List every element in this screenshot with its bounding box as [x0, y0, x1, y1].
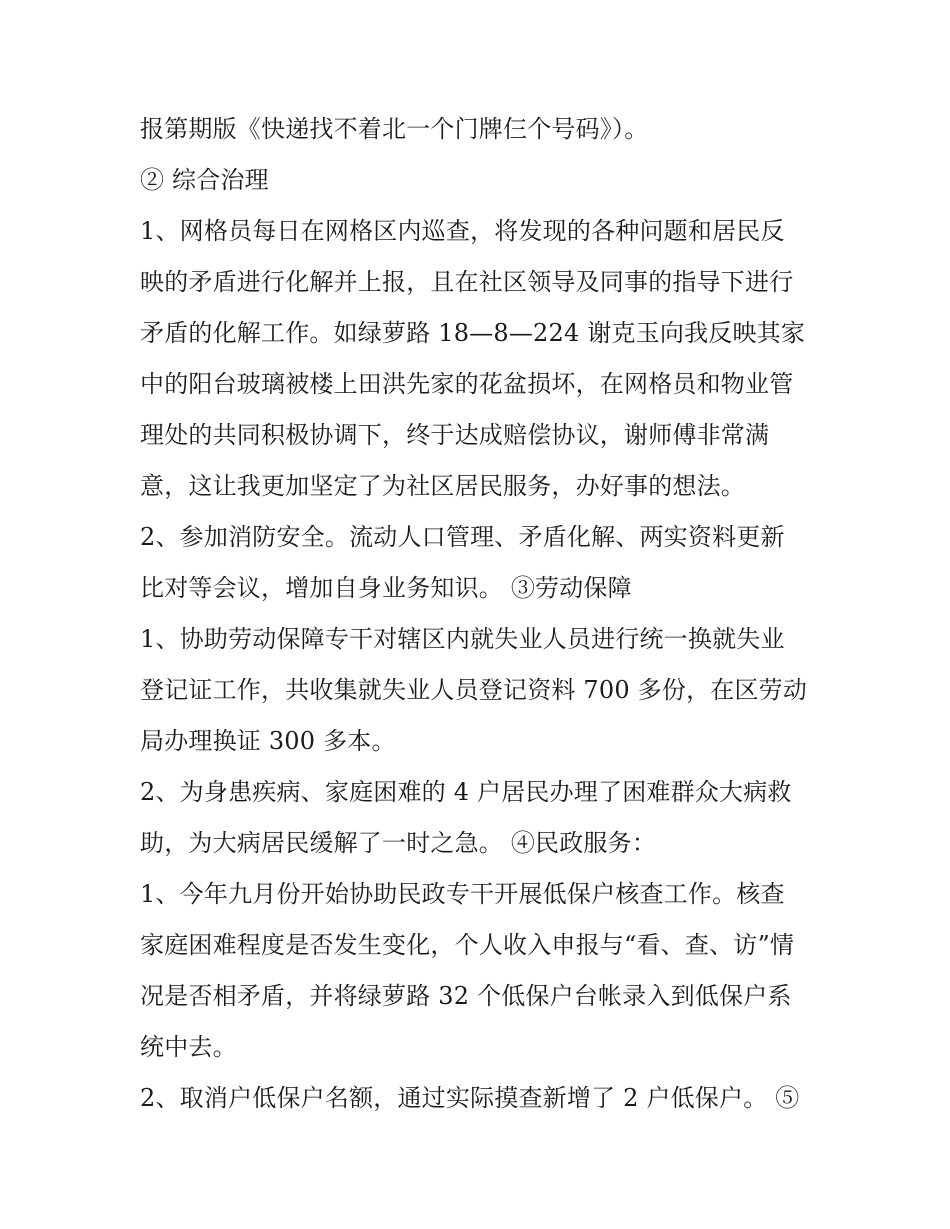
text-line-9: 2、参加消防安全。流动人口管理、矛盾化解、两实资料更新 [140, 523, 785, 551]
text-line-1: 报第期版《快递找不着北一个门牌仨个号码》）。 [140, 115, 649, 143]
text-line-11: 1、协助劳动保障专干对辖区内就失业人员进行统一换就失业 [140, 625, 785, 653]
text-line-19: 统中去。 [140, 1033, 237, 1061]
text-line-7: 理处的共同积极协调下，终于达成赔偿协议，谢师傅非常满 [140, 421, 770, 449]
text-line-20: 2、取消户低保户名额，通过实际摸查新增了 2 户低保户。 ⑤ [140, 1084, 800, 1112]
text-line-16: 1、今年九月份开始协助民政专干开展低保户核查工作。核查 [140, 880, 785, 908]
section-heading-comprehensive-governance: ② 综合治理 [140, 166, 269, 194]
text-line-12: 登记证工作，共收集就失业人员登记资料 700 多份，在区劳动 [140, 676, 808, 704]
text-line-5: 矛盾的化解工作。如绿萝路 18—8—224 谢克玉向我反映其家 [140, 319, 806, 347]
text-line-18: 况是否相矛盾，并将绿萝路 32 个低保户台帐录入到低保户系 [140, 982, 792, 1010]
text-line-4: 映的矛盾进行化解并上报，且在社区领导及同事的指导下进行 [140, 268, 794, 296]
text-line-15: 助，为大病居民缓解了一时之急。 ④民政服务： [140, 829, 657, 857]
text-line-8: 意，这让我更加坚定了为社区居民服务，办好事的想法。 [140, 472, 745, 500]
text-line-14: 2、为身患疾病、家庭困难的 4 户居民办理了困难群众大病救 [140, 778, 792, 806]
text-line-10: 比对等会议，增加自身业务知识。 ③劳动保障 [140, 574, 632, 602]
text-line-3: 1、网格员每日在网格区内巡查，将发现的各种问题和居民反 [140, 217, 785, 245]
text-line-17: 家庭困难程度是否发生变化，个人收入申报与“看、查、访”情 [140, 931, 795, 959]
text-line-6: 中的阳台玻璃被楼上田洪先家的花盆损坏，在网格员和物业管 [140, 370, 794, 398]
text-line-13: 局办理换证 300 多本。 [140, 727, 396, 755]
